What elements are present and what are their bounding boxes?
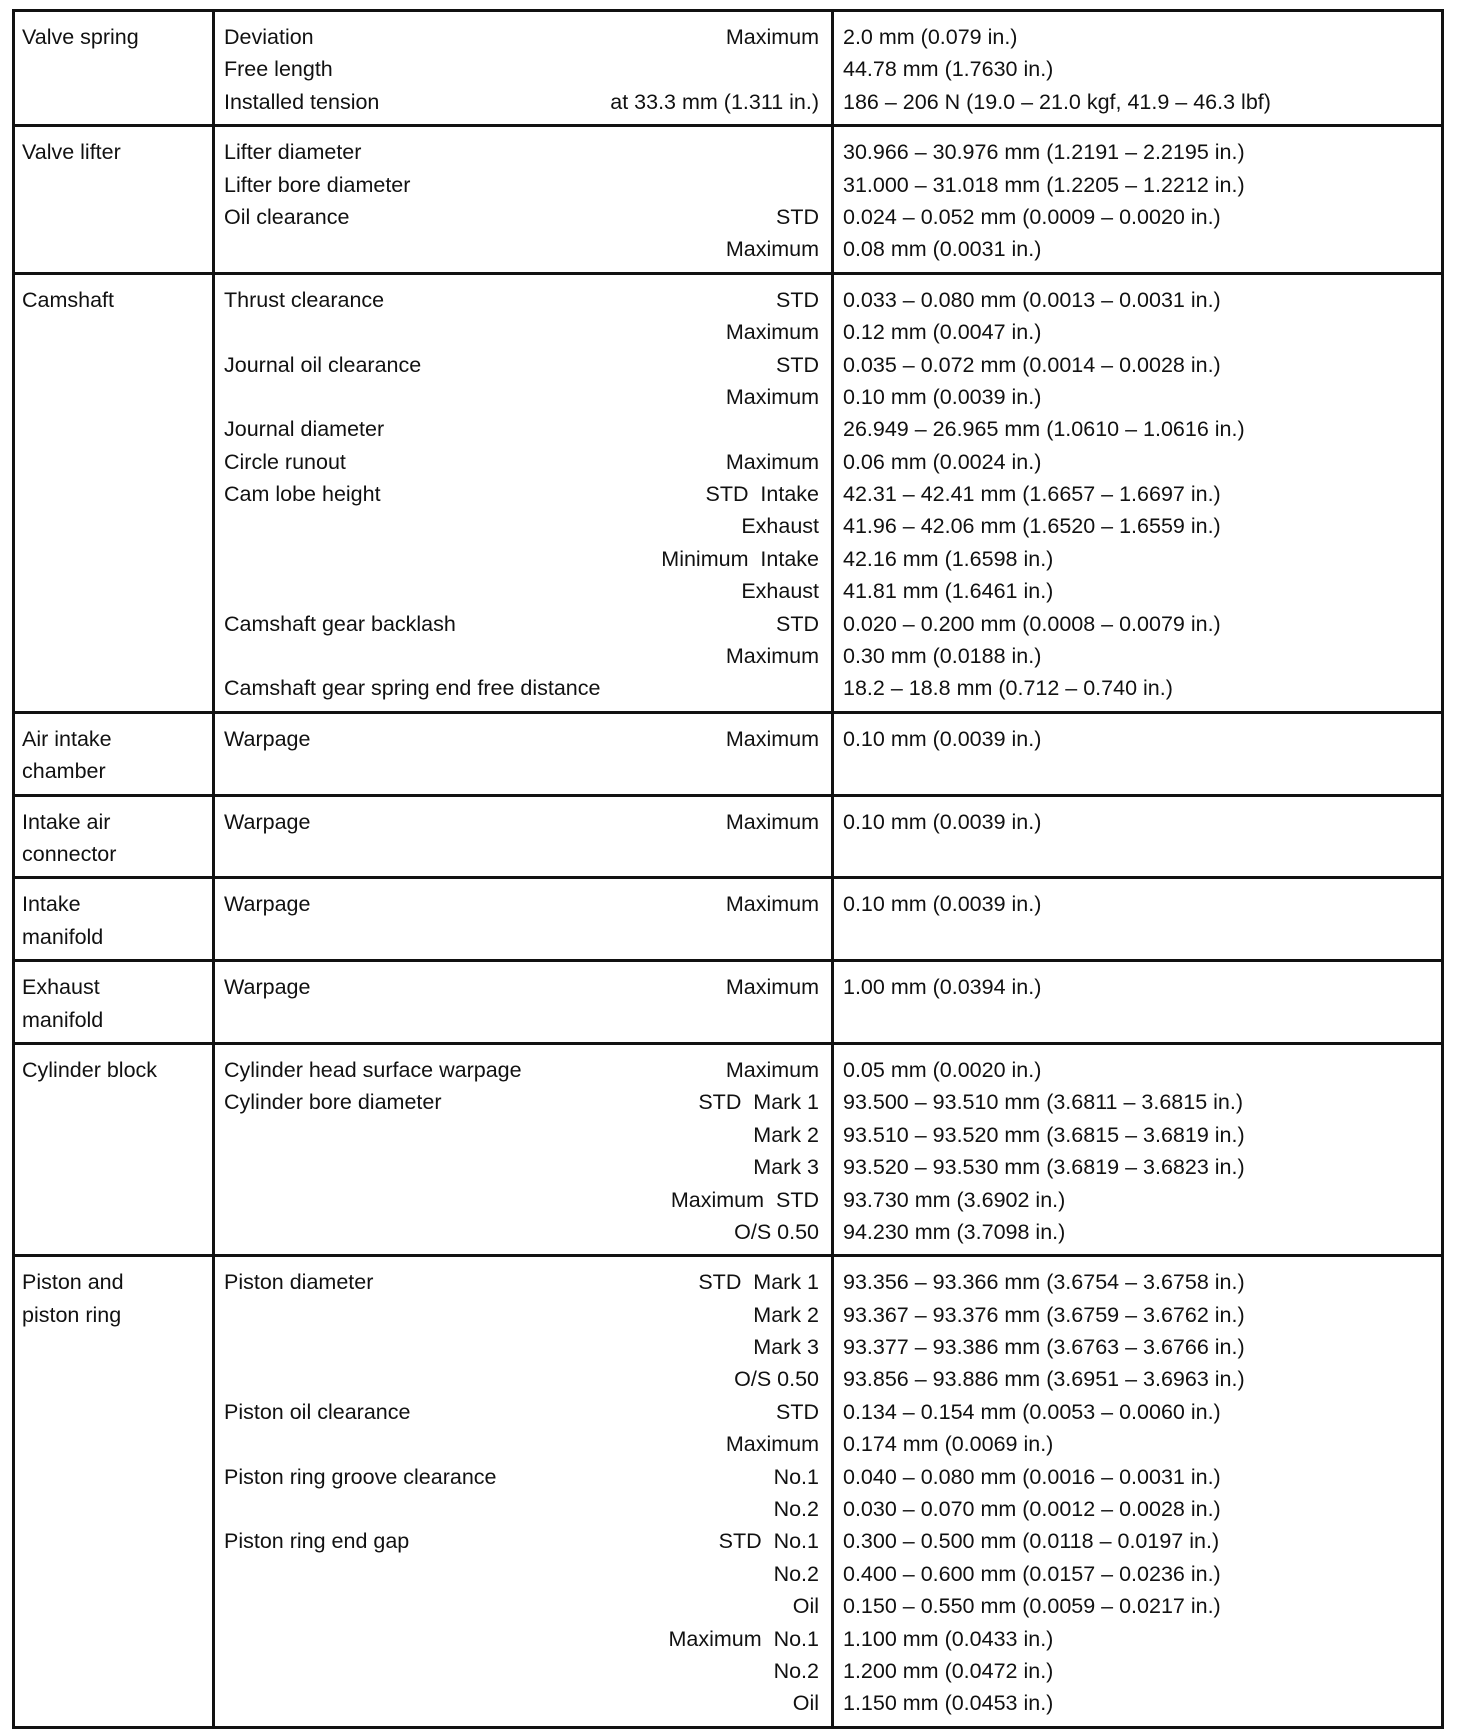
spec-value: 0.400 – 0.600 mm (0.0157 – 0.0236 in.) [843, 1561, 1221, 1586]
spec-line [224, 1363, 819, 1395]
spec-line [224, 510, 819, 542]
spec-condition: No.2 [773, 1497, 819, 1522]
spec-value: 18.2 – 18.8 mm (0.712 – 0.740 in.) [843, 676, 1173, 701]
spec-item: Installed tension [224, 89, 380, 114]
spec-condition: O/S 0.50 [734, 1367, 819, 1392]
spec-value: 0.030 – 0.070 mm (0.0012 – 0.0028 in.) [843, 1497, 1221, 1522]
component-name: Cylinder block [22, 1057, 158, 1082]
spec-condition: STD Mark 1 [698, 1270, 819, 1295]
spec-item-cell [214, 126, 833, 274]
spec-line [224, 86, 819, 118]
spec-condition: Maximum [725, 1057, 819, 1082]
spec-condition: O/S 0.50 [734, 1219, 819, 1244]
spec-section-row [14, 11, 1443, 126]
spec-condition: Maximum [725, 644, 819, 669]
spec-condition: Maximum [725, 975, 819, 1000]
spec-line [224, 201, 819, 233]
spec-line [224, 806, 819, 838]
spec-line [224, 381, 819, 413]
spec-line [224, 971, 819, 1003]
spec-value-cell [833, 961, 1443, 1044]
spec-value: 94.230 mm (3.7098 in.) [843, 1219, 1066, 1244]
spec-condition: Maximum [725, 892, 819, 917]
spec-item: Oil clearance [224, 204, 350, 229]
spec-item: Deviation [224, 25, 314, 49]
spec-value: 0.300 – 0.500 mm (0.0118 – 0.0197 in.) [843, 1529, 1220, 1554]
component-name: connector [22, 841, 117, 866]
spec-line [224, 1266, 819, 1298]
spec-value: 41.96 – 42.06 mm (1.6520 – 1.6559 in.) [843, 514, 1221, 539]
spec-item: Camshaft gear spring end free distance [224, 676, 601, 701]
spec-line [224, 1623, 819, 1655]
spec-line [224, 1590, 819, 1622]
spec-value: 0.08 mm (0.0031 in.) [843, 237, 1042, 262]
spec-value: 0.174 mm (0.0069 in.) [843, 1432, 1054, 1457]
component-name: Air intake [22, 726, 112, 751]
spec-line [224, 53, 819, 85]
spec-line [224, 1558, 819, 1590]
spec-line [224, 478, 819, 510]
spec-condition: Maximum No.1 [668, 1626, 819, 1651]
spec-line [224, 1086, 819, 1118]
spec-item: Free length [224, 57, 333, 82]
spec-line [224, 1331, 819, 1363]
spec-value: 42.16 mm (1.6598 in.) [843, 546, 1054, 571]
spec-value: 93.500 – 93.510 mm (3.6811 – 3.6815 in.) [843, 1090, 1244, 1115]
spec-value: 0.10 mm (0.0039 in.) [843, 892, 1042, 917]
spec-section-row [14, 273, 1443, 712]
spec-line [224, 1216, 819, 1248]
spec-value: 0.134 – 0.154 mm (0.0053 – 0.0060 in.) [843, 1399, 1221, 1424]
spec-line [224, 413, 819, 445]
spec-condition: Maximum [725, 1432, 819, 1457]
spec-condition: Mark 2 [753, 1302, 819, 1327]
component-name: manifold [22, 1007, 104, 1032]
spec-line [224, 284, 819, 316]
spec-value: 41.81 mm (1.6461 in.) [843, 579, 1054, 604]
spec-value: 0.12 mm (0.0047 in.) [843, 320, 1042, 345]
spec-value: 0.30 mm (0.0188 in.) [843, 644, 1042, 669]
spec-condition: Maximum [725, 25, 819, 49]
spec-table-body [14, 11, 1443, 1728]
spec-line [224, 446, 819, 478]
spec-condition: Mark 3 [753, 1155, 819, 1180]
spec-line [224, 1119, 819, 1151]
spec-line [224, 672, 819, 704]
spec-value: 93.367 – 93.376 mm (3.6759 – 3.6762 in.) [843, 1302, 1245, 1327]
spec-condition: STD [776, 611, 819, 636]
component-name: Intake [22, 892, 81, 917]
spec-item: Warpage [224, 975, 311, 1000]
spec-value: 93.377 – 93.386 mm (3.6763 – 3.6766 in.) [843, 1335, 1245, 1360]
spec-item: Piston oil clearance [224, 1399, 411, 1424]
spec-condition: Exhaust [741, 579, 819, 604]
spec-line [224, 1461, 819, 1493]
spec-value: 2.0 mm (0.079 in.) [843, 25, 1018, 49]
component-cell [14, 712, 214, 795]
spec-item-cell [214, 795, 833, 878]
spec-item: Warpage [224, 892, 311, 917]
spec-value: 93.856 – 93.886 mm (3.6951 – 3.6963 in.) [843, 1367, 1245, 1392]
spec-section-row [14, 712, 1443, 795]
spec-line [224, 608, 819, 640]
spec-line [224, 1151, 819, 1183]
spec-line [224, 1655, 819, 1687]
spec-item: Cylinder bore diameter [224, 1090, 442, 1115]
spec-value-cell [833, 126, 1443, 274]
spec-value: 0.10 mm (0.0039 in.) [843, 809, 1042, 834]
component-name: manifold [22, 924, 104, 949]
spec-line [224, 1525, 819, 1557]
spec-value: 93.356 – 93.366 mm (3.6754 – 3.6758 in.) [843, 1270, 1245, 1295]
spec-condition: Maximum [725, 726, 819, 751]
spec-value: 0.020 – 0.200 mm (0.0008 – 0.0079 in.) [843, 611, 1221, 636]
spec-item: Lifter diameter [224, 140, 362, 165]
spec-value: 0.05 mm (0.0020 in.) [843, 1057, 1042, 1082]
spec-value: 44.78 mm (1.7630 in.) [843, 57, 1054, 82]
spec-condition: Maximum [725, 320, 819, 345]
spec-line [224, 1493, 819, 1525]
spec-table [12, 9, 1444, 1729]
spec-item: Piston ring groove clearance [224, 1464, 497, 1489]
spec-item: Piston diameter [224, 1270, 374, 1295]
component-cell [14, 1256, 214, 1727]
spec-section-row [14, 878, 1443, 961]
spec-item: Piston ring end gap [224, 1529, 410, 1554]
spec-section-row [14, 1043, 1443, 1255]
spec-section-row [14, 126, 1443, 274]
component-cell [14, 126, 214, 274]
component-cell [14, 795, 214, 878]
spec-item: Thrust clearance [224, 287, 385, 312]
spec-condition: Mark 3 [753, 1335, 819, 1360]
spec-value: 31.000 – 31.018 mm (1.2205 – 1.2212 in.) [843, 172, 1245, 197]
spec-item-cell [214, 11, 833, 126]
spec-line [224, 349, 819, 381]
spec-value-cell [833, 795, 1443, 878]
spec-value: 0.033 – 0.080 mm (0.0013 – 0.0031 in.) [843, 287, 1221, 312]
spec-section-row [14, 795, 1443, 878]
spec-item-cell [214, 273, 833, 712]
spec-value: 1.100 mm (0.0433 in.) [843, 1626, 1054, 1651]
spec-condition: Maximum [725, 449, 819, 474]
spec-line [224, 1396, 819, 1428]
spec-item: Warpage [224, 809, 311, 834]
spec-line [224, 723, 819, 755]
spec-condition: STD [776, 204, 819, 229]
spec-item: Camshaft gear backlash [224, 611, 456, 636]
component-name: Piston and [22, 1270, 124, 1295]
spec-value-cell [833, 273, 1443, 712]
spec-line [224, 316, 819, 348]
spec-value: 0.035 – 0.072 mm (0.0014 – 0.0028 in.) [843, 352, 1221, 377]
spec-value: 0.10 mm (0.0039 in.) [843, 384, 1042, 409]
spec-item: Warpage [224, 726, 311, 751]
spec-condition: Oil [792, 1594, 819, 1619]
spec-item: Journal diameter [224, 417, 385, 442]
component-name: Exhaust [22, 975, 100, 1000]
component-name: Camshaft [22, 287, 115, 312]
spec-value: 1.200 mm (0.0472 in.) [843, 1658, 1054, 1683]
spec-condition: STD [776, 1399, 819, 1424]
spec-value: 0.024 – 0.052 mm (0.0009 – 0.0020 in.) [843, 204, 1221, 229]
spec-item: Circle runout [224, 449, 346, 474]
spec-value: 93.520 – 93.530 mm (3.6819 – 3.6823 in.) [843, 1155, 1245, 1180]
spec-condition: Oil [792, 1691, 819, 1716]
spec-condition: STD No.1 [718, 1529, 819, 1554]
spec-value: 26.949 – 26.965 mm (1.0610 – 1.0616 in.) [843, 417, 1245, 442]
spec-section-row [14, 1256, 1443, 1727]
spec-section-row [14, 961, 1443, 1044]
spec-line [224, 1054, 819, 1086]
spec-item-cell [214, 878, 833, 961]
spec-item: Lifter bore diameter [224, 172, 411, 197]
spec-value-cell [833, 1256, 1443, 1727]
component-cell [14, 961, 214, 1044]
spec-line [224, 169, 819, 201]
spec-line [224, 640, 819, 672]
spec-value: 0.150 – 0.550 mm (0.0059 – 0.0217 in.) [843, 1594, 1221, 1619]
component-name: chamber [22, 759, 106, 784]
spec-value: 42.31 – 42.41 mm (1.6657 – 1.6697 in.) [843, 482, 1221, 507]
spec-value-cell [833, 878, 1443, 961]
spec-line [224, 21, 819, 53]
spec-item: Cam lobe height [224, 482, 381, 507]
spec-line [224, 1428, 819, 1460]
spec-condition: Minimum Intake [661, 546, 819, 571]
spec-value-cell [833, 1043, 1443, 1255]
spec-line [224, 233, 819, 265]
spec-value: 1.00 mm (0.0394 in.) [843, 975, 1042, 1000]
component-cell [14, 273, 214, 712]
spec-condition: at 33.3 mm (1.311 in.) [610, 89, 819, 114]
spec-line [224, 1299, 819, 1331]
component-name: Intake air [22, 809, 111, 834]
spec-value: 93.510 – 93.520 mm (3.6815 – 3.6819 in.) [843, 1122, 1245, 1147]
spec-line [224, 136, 819, 168]
spec-condition: STD [776, 287, 819, 312]
spec-item-cell [214, 1043, 833, 1255]
spec-condition: Mark 2 [753, 1122, 819, 1147]
spec-condition: No.1 [773, 1464, 819, 1489]
spec-value: 0.06 mm (0.0024 in.) [843, 449, 1042, 474]
spec-condition: Maximum [725, 237, 819, 262]
component-name: Valve lifter [22, 140, 121, 165]
component-name: Valve spring [22, 25, 139, 49]
spec-line [224, 575, 819, 607]
spec-condition: STD Intake [705, 482, 819, 507]
spec-item-cell [214, 712, 833, 795]
spec-condition: Exhaust [741, 514, 819, 539]
spec-condition: No.2 [773, 1561, 819, 1586]
spec-item: Journal oil clearance [224, 352, 422, 377]
spec-item-cell [214, 961, 833, 1044]
component-cell [14, 11, 214, 126]
spec-item-cell [214, 1256, 833, 1727]
spec-condition: Maximum [725, 384, 819, 409]
spec-value-cell [833, 712, 1443, 795]
spec-condition: STD [776, 352, 819, 377]
spec-item: Cylinder head surface warpage [224, 1057, 522, 1082]
spec-line [224, 1184, 819, 1216]
spec-line [224, 888, 819, 920]
spec-value: 186 – 206 N (19.0 – 21.0 kgf, 41.9 – 46.3 lbf) [843, 89, 1271, 114]
spec-condition: Maximum STD [670, 1187, 819, 1212]
spec-line [224, 543, 819, 575]
component-name: piston ring [22, 1302, 122, 1327]
spec-value: 0.040 – 0.080 mm (0.0016 – 0.0031 in.) [843, 1464, 1221, 1489]
spec-value: 0.10 mm (0.0039 in.) [843, 726, 1042, 751]
spec-value: 1.150 mm (0.0453 in.) [843, 1691, 1054, 1716]
spec-condition: STD Mark 1 [698, 1090, 819, 1115]
spec-condition: No.2 [773, 1658, 819, 1683]
spec-line [224, 1687, 819, 1719]
component-cell [14, 1043, 214, 1255]
spec-value-cell [833, 11, 1443, 126]
spec-condition: Maximum [725, 809, 819, 834]
spec-value: 93.730 mm (3.6902 in.) [843, 1187, 1066, 1212]
spec-value: 30.966 – 30.976 mm (1.2191 – 2.2195 in.) [843, 140, 1245, 165]
component-cell [14, 878, 214, 961]
